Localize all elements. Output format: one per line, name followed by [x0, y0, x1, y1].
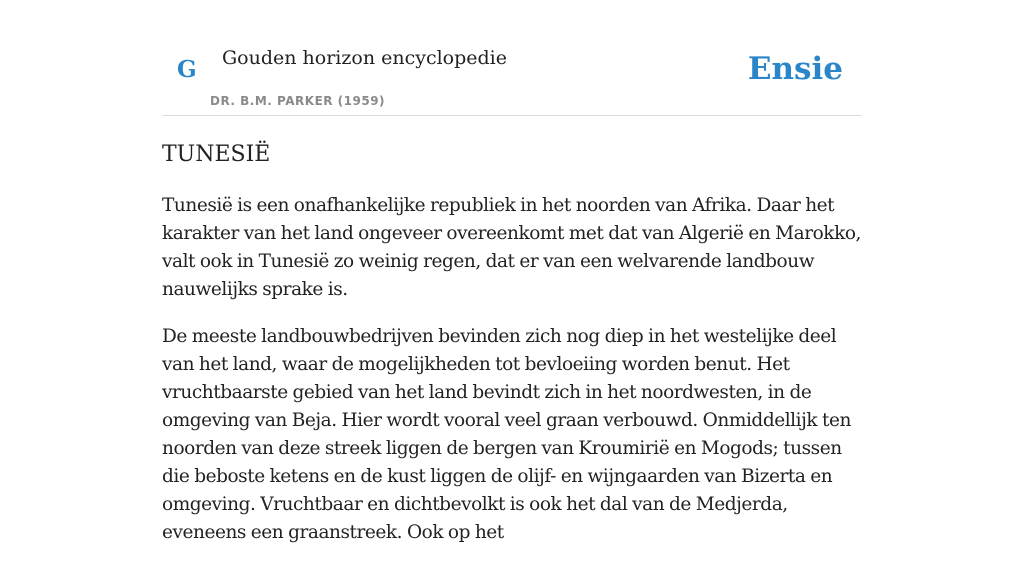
page	[162, 0, 862, 543]
article-title: TUNESIË	[162, 142, 271, 167]
site-logo[interactable]: Ensie	[747, 51, 843, 87]
book-title[interactable]: Gouden horizon encyclopedie	[222, 47, 507, 69]
book-author: DR. B.M. PARKER (1959)	[210, 94, 386, 108]
article-paragraph: De meeste landbouwbedrijven bevinden zich nog diep in het westelijke deel van het land, waar de mogelijkheden tot bevloeiing worden benut. Het vruchtbaarste gebied van het land bevindt zich in het noordwesten, in de omgeving van Beja. Hier wordt vooral veel graan verbouwd. Onmiddellijk ten noorden van deze streek liggen de bergen van Kroumirië en Mogods; tussen die beboste ketens en de kust liggen de olijf- en wijngaarden van Bizerta en omgeving. Vruchtbaar en dichtbevolkt is ook het dal van de Medjerda, eveneens een graanstreek. Ook op het	[162, 326, 851, 543]
article-body	[162, 192, 862, 566]
page-header	[162, 0, 862, 116]
book-logo[interactable]: G	[177, 56, 197, 83]
article-paragraph: Tunesië is een onafhankelijke republiek in het noorden van Afrika. Daar het karakter van het land ongeveer overeenkomt met dat van Algerië en Marokko, valt ook in Tunesië zo weinig regen, dat er van een welvarende landbouw nauwelijks sprake is.	[162, 195, 861, 300]
